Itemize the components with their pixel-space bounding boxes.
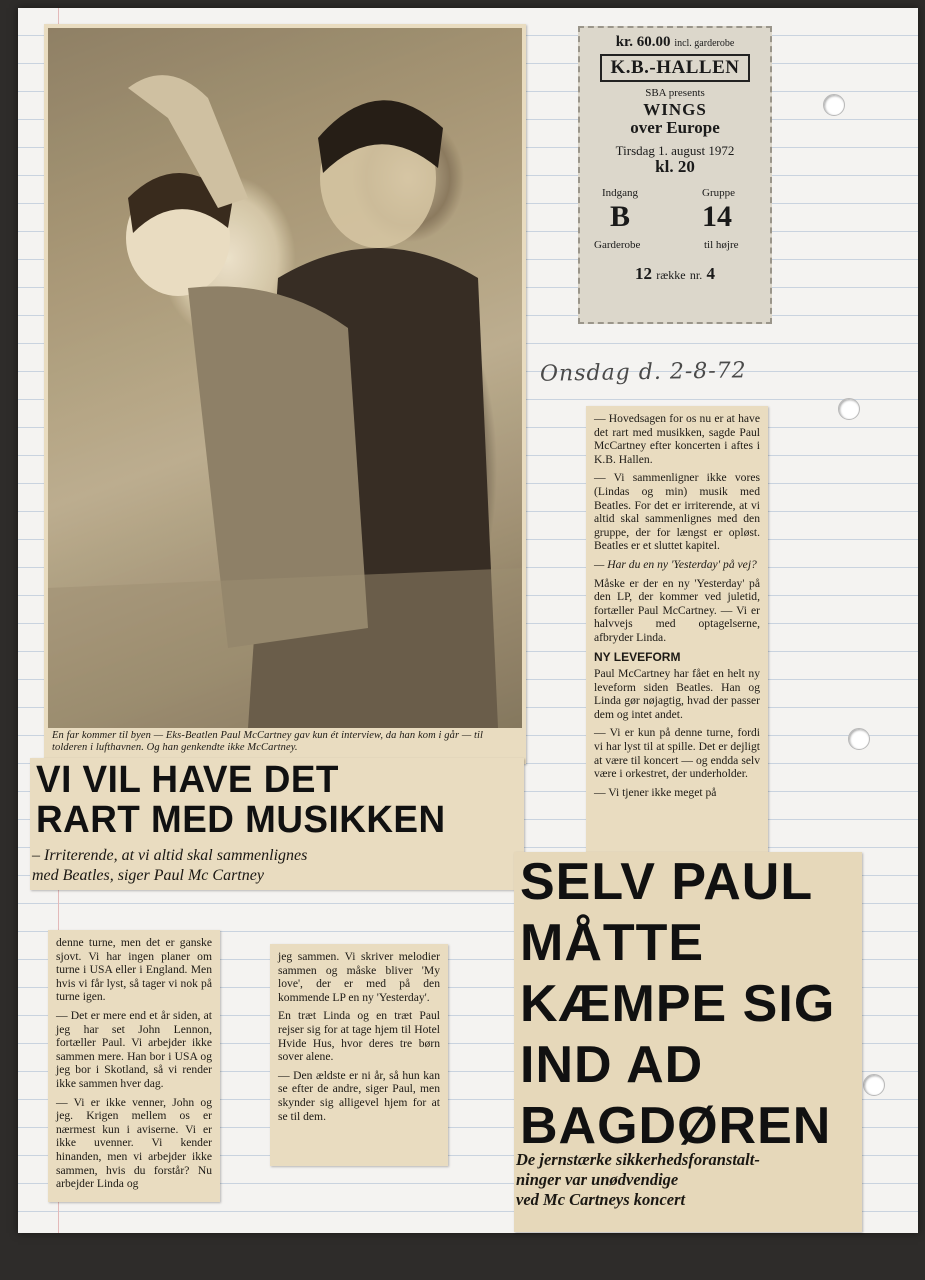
headline-line2: RART MED MUSIKKEN — [36, 799, 446, 841]
paragraph: En træt Linda og en træt Paul rejser sig for at tage hjem til Hotel Hvide Hus, hvor deres tre børn sover alene. — [278, 1009, 440, 1064]
punch-hole — [848, 728, 870, 750]
entrance-label: Indgang — [602, 187, 639, 199]
paragraph: — Hovedsagen for os nu er at have det rart med musikken, sagde Paul McCartney efter koncerten i aftes i K.B. Hallen. — [594, 412, 760, 466]
entrance-value: B — [610, 200, 631, 233]
subheadline-line2: med Beatles, siger Paul Mc Cartney — [32, 867, 264, 884]
row-label: række — [656, 268, 686, 282]
ticket-price: kr. 60.00 — [615, 34, 671, 50]
headline2-line: KÆMPE SIG — [520, 975, 836, 1033]
article-column-3 — [272, 946, 446, 1164]
subheadline-line1: – Irriterende, at vi altid skal sammenlignes — [32, 847, 308, 864]
paragraph: — Vi er kun på denne turne, fordi vi har lyst til at spille. Det er dejligt at være til koncert — og endda selv være i orkestret, der underholder. — [594, 726, 760, 781]
wardrobe-label: Garderobe — [594, 239, 641, 251]
photo-caption: En far kommer til byen — Eks-Beatlen Paul McCartney gav kun ét interview, da han kom i går — til tolderen i lufthavnen. Og han genkendte ikke McCartney. — [52, 730, 484, 753]
row-value: 12 — [635, 264, 653, 283]
paragraph: — Den ældste er ni år, så hun kan se efter de andre, siger Paul, men skynder sig alligevel hjem for at se til dem. — [278, 1068, 440, 1123]
ticket-price-note: incl. garderobe — [674, 38, 735, 49]
subheadline-line: ved Mc Cartneys koncert — [516, 1190, 686, 1209]
ticket-time: kl. 20 — [655, 157, 695, 176]
subheadline-line: ninger var unødvendige — [516, 1170, 679, 1189]
ticket-tour: over Europe — [630, 118, 720, 137]
headline-line1: VI VIL HAVE DET — [36, 759, 339, 801]
handwritten-date: Onsdag d. 2-8-72 — [539, 358, 747, 387]
punch-hole — [863, 1074, 885, 1096]
headline2-line: BAGDØREN — [520, 1097, 832, 1155]
ticket-seat-grid — [580, 186, 770, 260]
ticket-row-seat — [580, 264, 770, 284]
ticket-presenter: SBA presents — [645, 87, 705, 99]
paragraph: — Vi sammenligner ikke vores (Lindas og min) musik med Beatles. For det er irriterende, at vi altid skal sammenlignes med den gruppe, der for længst er opløst. Beatles er et sluttet kapitel. — [594, 471, 760, 553]
punch-hole — [823, 94, 845, 116]
paragraph: Måske er der en ny 'Yesterday' på den LP, der kommer ved juletid, fortæller Paul McCartney. — Vi er halvvejs med optagelserne, afbryder Linda. — [594, 576, 760, 644]
group-value: 14 — [702, 200, 732, 233]
ticket-band: WINGS — [643, 100, 707, 119]
headline2-line: SELV PAUL — [520, 853, 814, 911]
ticket-venue: K.B.-HALLEN — [600, 54, 749, 82]
news-photo — [48, 28, 522, 728]
article-column-2 — [50, 932, 218, 1200]
paragraph: denne turne, men det er ganske sjovt. Vi har ingen planer om turne i USA eller i England. Men hvis vi får lyst, så tager vi nok på turne igen. — [56, 936, 212, 1004]
ticket-price-row — [580, 34, 770, 51]
ticket-date: Tirsdag 1. august 1972 — [615, 143, 735, 158]
headline2 — [520, 852, 835, 1157]
headline2-line: MÅTTE — [520, 914, 705, 972]
punch-hole — [838, 398, 860, 420]
headline2-line: IND AD — [520, 1036, 704, 1094]
section-heading: NY LEVEFORM — [594, 649, 681, 664]
paragraph: — Vi tjener ikke meget på — [594, 785, 717, 799]
side-label: til højre — [704, 239, 739, 251]
paragraph: jeg sammen. Vi skriver melodier sammen og måske bliver 'My love', der er med på den kommende LP en ny 'Yesterday'. — [278, 950, 440, 1004]
paragraph: — Har du en ny 'Yesterday' på vej? — [594, 557, 757, 571]
paragraph: — Vi er ikke venner, John og jeg. Krigen mellem os er nærmest kun i aviserne. Vi er ikke uvenner. Vi kender hinanden, men vi arbejder ikke sammen, hvis du forstår? Nu arbejder Linda og — [56, 1095, 212, 1191]
seat-label: nr. — [689, 268, 703, 282]
paragraph: — Det er mere end et år siden, at jeg har set John Lennon, fortæller Paul. Vi arbejder ikke sammen mere. Han bor i USA og jeg bor i Skotland, så vi render ikke sammen hver dag. — [56, 1008, 212, 1090]
concert-ticket — [578, 26, 772, 324]
paragraph: Paul McCartney har fået en helt ny leveform siden Beatles. Han og Linda gør nøjagtig, hvad der passer dem og intet andet. — [594, 667, 760, 721]
headline2-subheadline — [516, 1150, 760, 1210]
article-column-1 — [588, 408, 766, 856]
group-label: Gruppe — [702, 187, 735, 199]
subheadline-line: De jernstærke sikkerhedsforanstalt- — [516, 1150, 760, 1169]
seat-value: 4 — [706, 264, 715, 283]
photo-silhouettes — [48, 28, 522, 728]
